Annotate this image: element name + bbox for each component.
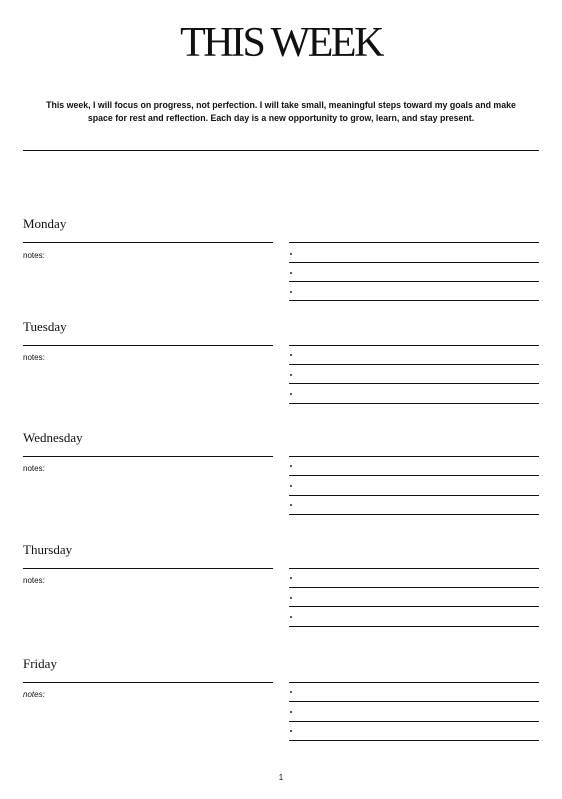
- bullet-icon: [290, 730, 292, 732]
- bullet-icon: [290, 354, 292, 356]
- bullet-icon: [290, 616, 292, 618]
- task-line: [289, 475, 539, 476]
- task-line: [289, 383, 539, 384]
- day-heading-friday: Friday: [23, 656, 57, 671]
- task-line: [289, 514, 539, 515]
- task-line: [289, 403, 539, 404]
- notes-label: notes:: [23, 251, 45, 260]
- bullet-icon: [290, 597, 292, 599]
- task-line: [289, 281, 539, 282]
- task-line: [289, 456, 539, 457]
- bullet-icon: [290, 393, 292, 395]
- day-underline: [23, 242, 273, 243]
- bullet-icon: [290, 291, 292, 293]
- bullet-icon: [290, 272, 292, 274]
- task-line: [289, 568, 539, 569]
- day-underline: [23, 345, 273, 346]
- day-underline: [23, 682, 273, 683]
- task-line: [289, 262, 539, 263]
- page-number: 1: [278, 773, 284, 782]
- header-divider: [23, 150, 539, 151]
- day-heading-monday: Monday: [23, 216, 67, 231]
- task-line: [289, 721, 539, 722]
- task-line: [289, 300, 539, 301]
- bullet-icon: [290, 691, 292, 693]
- notes-label: notes:: [23, 690, 45, 699]
- day-underline: [23, 456, 273, 457]
- notes-label: notes:: [23, 576, 45, 585]
- task-line: [289, 682, 539, 683]
- bullet-icon: [290, 504, 292, 506]
- bullet-icon: [290, 465, 292, 467]
- task-line: [289, 740, 539, 741]
- task-line: [289, 495, 539, 496]
- task-line: [289, 345, 539, 346]
- bullet-icon: [290, 253, 292, 255]
- day-heading-thursday: Thursday: [23, 542, 73, 557]
- day-underline: [23, 568, 273, 569]
- task-line: [289, 364, 539, 365]
- intro-paragraph: This week, I will focus on progress, not perfection. I will take small, meaningful steps toward my goals and make space for rest and reflection. Each day is a new opportunity to grow, learn, and stay present.: [46, 100, 516, 123]
- task-line: [289, 606, 539, 607]
- task-line: [289, 626, 539, 627]
- task-line: [289, 701, 539, 702]
- day-heading-wednesday: Wednesday: [23, 430, 83, 445]
- day-heading-tuesday: Tuesday: [23, 319, 67, 334]
- bullet-icon: [290, 577, 292, 579]
- bullet-icon: [290, 485, 292, 487]
- task-line: [289, 242, 539, 243]
- notes-label: notes:: [23, 353, 45, 362]
- bullet-icon: [290, 374, 292, 376]
- bullet-icon: [290, 711, 292, 713]
- page-title: THIS WEEK: [180, 20, 382, 66]
- task-line: [289, 587, 539, 588]
- notes-label: notes:: [23, 464, 45, 473]
